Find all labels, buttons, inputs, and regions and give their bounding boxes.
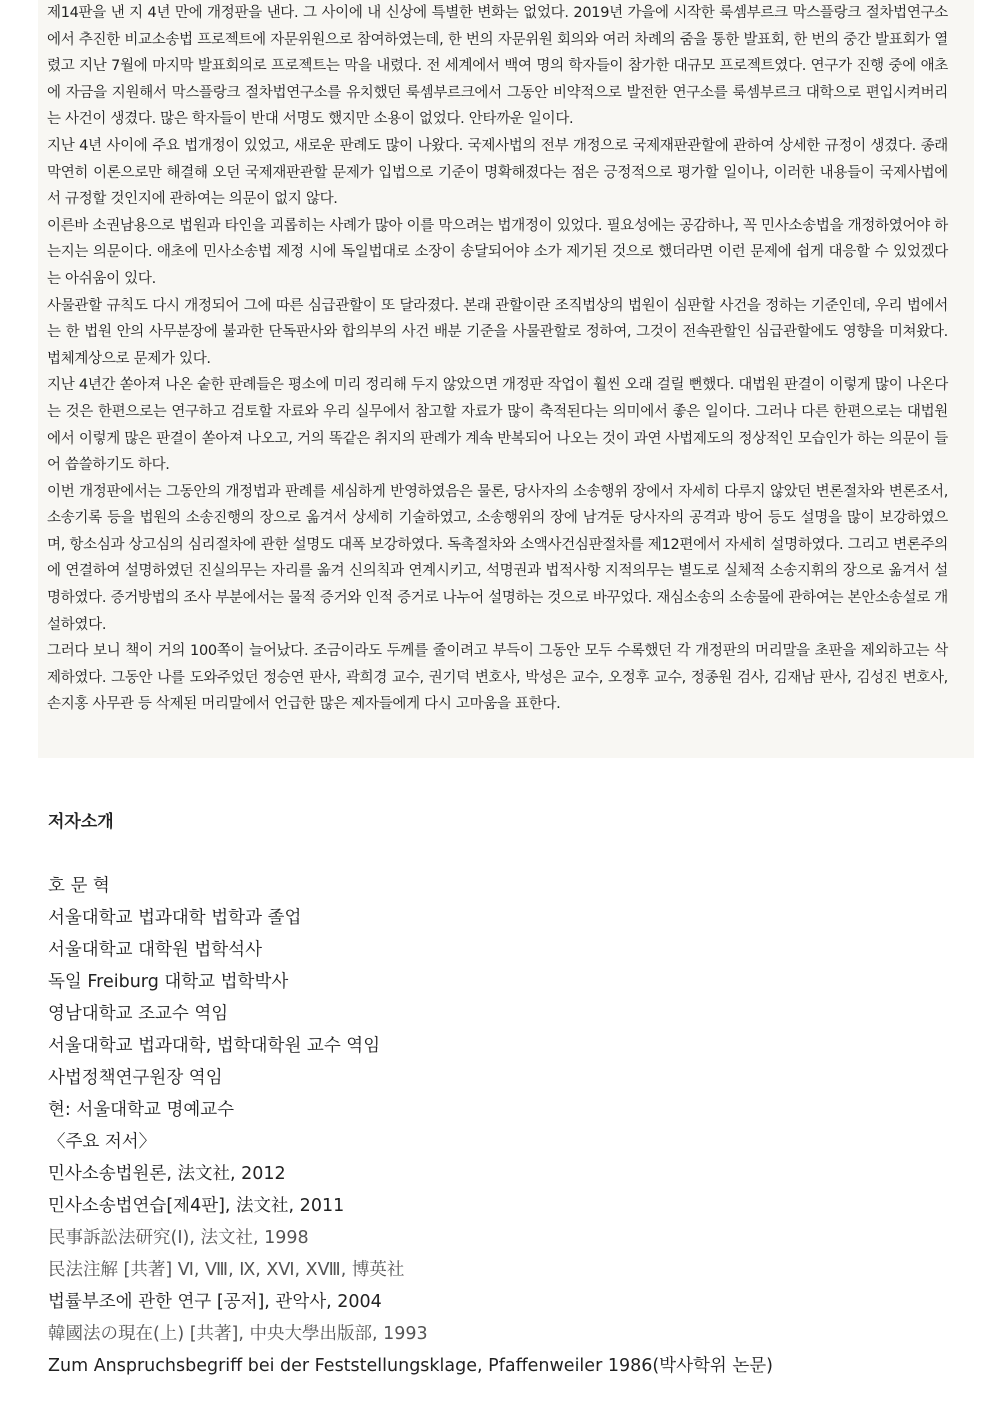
author-bio-list (48, 870, 968, 1382)
work-item: 韓國法の現在(上) [共著], 中央大學出版部, 1993 (48, 1324, 428, 1344)
work-item: 民法注解 [共著] Ⅵ, Ⅷ, Ⅸ, ⅩⅥ, ⅩⅧ, 博英社 (48, 1260, 405, 1280)
career-item: 서울대학교 대학원 법학석사 (48, 940, 262, 960)
works-heading: 〈주요 저서〉 (48, 1132, 157, 1152)
preface-paragraph: 사물관할 규칙도 다시 개정되어 그에 따른 심급관할이 또 달라졌다. 본래 관할이란 조직법상의 법원이 심판할 사건을 정하는 기준인데, 우리 법에서는 한 법원 안의 사무분장에 불과한 단독판사와 합의부의 사건 배분 기준을 사물관할로 정하여, 그것이 전속관할인 심급관할에도 영향을 미쳐왔다. 법체계상으로 문제가 있다. (47, 297, 948, 367)
career-item: 서울대학교 법과대학 법학과 졸업 (48, 908, 302, 928)
preface-paragraph: 지난 4년 사이에 주요 법개정이 있었고, 새로운 판례도 많이 나왔다. 국제사법의 전부 개정으로 국제재판관할에 관하여 상세한 규정이 생겼다. 종래 막연히 이론으로만 해결해 오던 국제재판관할 문제가 입법으로 기준이 명확해졌다는 점은 긍정적으로 평가할 일이나, 이러한 내용들이 국제사법에서 규정할 것인지에 관하여는 의문이 없지 않다. (47, 137, 948, 208)
preface-paragraph: 이번 개정판에서는 그동안의 개정법과 판례를 세심하게 반영하였음은 물론, 당사자의 소송행위 장에서 자세히 다루지 않았던 변론절차와 변론조서, 소송기록 등을 법원의 소송진행의 장으로 옮겨서 상세히 기술하였고, 소송행위의 장에 남겨둔 당사자의 공격과 방어 등도 설명을 많이 보강하였으며, 항소심과 상고심의 심리절차에 관한 설명도 대폭 보강하였다. 독촉절차와 소액사건심판절차를 제12편에서 자세히 설명하였다. 그리고 변론주의에 연결하여 설명하였던 진실의무는 자리를 옮겨 신의칙과 연계시키고, 석명권과 법적사항 지적의무는 별도로 실체적 소송지휘의 장으로 옮겨서 설명하였다. 증거방법의 조사 부분에서는 물적 증거와 인적 증거로 나누어 설명하는 것으로 바꾸었다. 재심소송의 소송물에 관하여는 본안소송설로 개설하였다. (47, 483, 948, 633)
work-item: 민사소송법원론, 法文社, 2012 (48, 1164, 286, 1184)
preface-paragraph: 제14판을 낸 지 4년 만에 개정판을 낸다. 그 사이에 내 신상에 특별한 변화는 없었다. 2019년 가을에 시작한 룩셈부르크 막스플랑크 절차법연구소에서 추진한 비교소송법 프로젝트에 자문위원으로 참여하였는데, 한 번의 자문위원 회의와 여러 차례의 줌을 통한 발표회, 한 번의 중간 발표회가 열렸고 지난 7월에 마지막 발표회의로 프로젝트는 막을 내렸다. 전 세계에서 백여 명의 학자들이 참가한 대규모 프로젝트였다. 연구가 진행 중에 애초에 자금을 지원해서 막스플랑크 절차법연구소를 유치했던 룩셈부르크에서 그동안 비약적으로 발전한 연구소를 룩셈부르크 대학으로 편입시켜버리는 사건이 생겼다. 많은 학자들이 반대 서명도 했지만 소용이 없었다. 안타까운 일이다. (47, 5, 948, 128)
career-item: 독일 Freiburg 대학교 법학박사 (48, 972, 289, 992)
work-item: 법률부조에 관한 연구 [공저], 관악사, 2004 (48, 1292, 382, 1312)
author-section-title: 저자소개 (48, 812, 114, 832)
preface-paragraph: 이른바 소권남용으로 법원과 타인을 괴롭히는 사례가 많아 이를 막으려는 법개정이 있었다. 필요성에는 공감하나, 꼭 민사소송법을 개정하였어야 하는지는 의문이다. 애초에 민사소송법 제정 시에 독일법대로 소장이 송달되어야 소가 제기된 것으로 했더라면 이런 문제에 쉽게 대응할 수 있었겠다는 아쉬움이 있다. (47, 217, 948, 287)
work-item: 民事訴訟法研究(I), 法文社, 1998 (48, 1228, 309, 1248)
career-item: 영남대학교 조교수 역임 (48, 1004, 229, 1024)
career-item: 현: 서울대학교 명예교수 (48, 1100, 235, 1120)
career-item: 서울대학교 법과대학, 법학대학원 교수 역임 (48, 1036, 381, 1056)
work-item: 민사소송법연습[제4판], 法文社, 2011 (48, 1196, 345, 1216)
preface-box (38, 0, 974, 758)
preface-paragraph: 지난 4년간 쏟아져 나온 숱한 판례들은 평소에 미리 정리해 두지 않았으면 개정판 작업이 훨씬 오래 걸릴 뻔했다. 대법원 판결이 이렇게 많이 나온다는 것은 한편으로는 연구하고 검토할 자료와 우리 실무에서 참고할 자료가 많이 축적된다는 의미에서 좋은 일이다. 그러나 다른 한편으로는 대법원에서 이렇게 많은 판결이 쏟아져 나오고, 거의 똑같은 취지의 판례가 계속 반복되어 나오는 것이 과연 사법제도의 정상적인 모습인가 하는 의문이 들어 씁쓸하기도 하다. (47, 377, 948, 474)
preface-paragraph: 그러다 보니 책이 거의 100쪽이 늘어났다. 조금이라도 두께를 줄이려고 부득이 그동안 모두 수록했던 각 개정판의 머리말을 초판을 제외하고는 삭제하였다. 그동안 나를 도와주었던 정승연 판사, 곽희경 교수, 권기덕 변호사, 박성은 교수, 오정후 교수, 정종원 검사, 김재남 판사, 김성진 변호사, 손지홍 사무관 등 삭제된 머리말에서 언급한 많은 제자들에게 다시 고마움을 표한다. (47, 643, 948, 713)
work-item: Zum Anspruchsbegriff bei der Feststellungsklage, Pfaffenweiler 1986(박사학위 논문) (48, 1356, 774, 1376)
author-name: 호 문 혁 (48, 876, 110, 896)
career-item: 사법정책연구원장 역임 (48, 1068, 223, 1088)
